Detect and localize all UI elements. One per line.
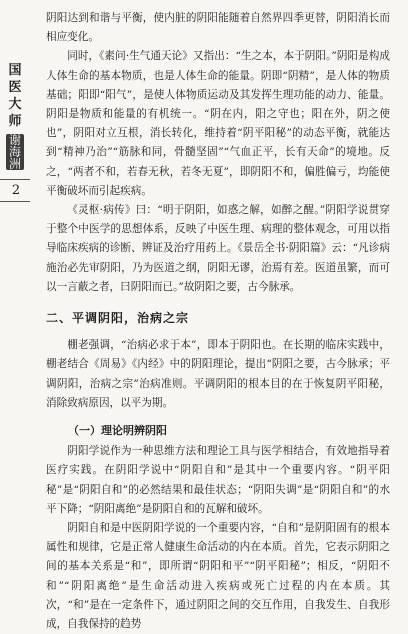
divider	[0, 179, 30, 180]
series-char: 大	[8, 97, 22, 112]
series-char: 师	[8, 114, 22, 129]
paragraph: 《灵枢·病传》曰：“明于阴阳，如惑之解，如醉之醒。”阴阳学说贯穿于整个中医学的思想体系，反映了中医生理、病理的整体观念，可用以指导临床疾病的诊断、辨证及治疗用药上。《景岳全书·阴阳篇》云：“凡诊病施治必先审阴阳，乃为医道之纲，阴阳无谬，治焉有差。医道虽繁，而可以一言蔽之者，曰阴阳而已。”故阴阳之要，古今脉承。	[46, 204, 390, 293]
page-content	[46, 9, 390, 634]
paragraph: 阴阳达到和谐与平衡，使内脏的阴阳能随着自然界四季更替，阴阳消长而相应变化。	[46, 12, 390, 44]
tag-char: 洲	[8, 157, 21, 171]
paragraph: 阴阳学说作为一种思维方法和理论工具与医学相结合，有效地指导着医疗实践。在阴阳学说中“阴阳自和”是其中一个重要内容。“阴平阳秘”是“阴阳自和”的必然结果和最佳状态；“阴阳失调”是“阴阳自和”的水平下降；“阴阳离绝”是阴阳自和的瓦解和破坏。	[46, 445, 390, 515]
paragraph: 棚老强调，“治病必求于本”，即本于阴阳也。在长期的临床实践中，棚老结合《周易》《内经》中的阴阳理论，提出“阴阳之要，古今脉承；平调阴阳，治病之宗”治病准则。平调阴阳的根本目的在于恢复阴平阳秘，消除致病原因，以平为期。	[46, 339, 390, 409]
subsection-heading: （一）理论明辨阴阳	[68, 424, 167, 438]
paragraph: 同时，《素问·生气通天论》又指出：“生之本，本于阴阳。”阴阳是构成人体生命的基本物质，也是人体生命的能量。阴即“阴精”，是人体的物质基础；阳即“阳气”，是使人体物质运动及其发挥生理功能的动力、能量。阴阳是物质和能量的有机统一。“阴在内，阳之守也；阳在外，阴之使也”，阴阳对立互根，消长转化，维持着“阴平阳秘”的动态平衡，就能达到“精神乃治”“筋脉和同，骨髓坚固”“气血正平，长有天命”的境地。反之，“两者不和，若春无秋，若冬无夏”，即阴阳不和，偏胜偏亏，均能使平衡破坏而引起疾病。	[46, 50, 390, 197]
series-char: 医	[8, 80, 22, 95]
series-title	[7, 62, 23, 130]
tag-char: 海	[8, 145, 21, 159]
paragraph: 阴阳自和是中医阴阳学说的一个重要内容，“自和”是阴阳固有的根本属性和规律，它是正常人健康生命活动的内在本质。首先，它表示阴阳之间的基本关系是“和”，即所谓“阴阳和平”“阴平阳秘”；相反，“阴阳不和”“阴阳离绝”是生命活动进入疾病或死亡过程的内在本质。其次，“和”是在一定条件下，通过阴阳之间的交互作用，自我发生、自我形成，自我保持的趋势	[46, 522, 390, 631]
series-char: 国	[8, 63, 22, 78]
tag-char: 谢	[8, 133, 21, 147]
page-number: 2	[11, 183, 21, 198]
section-heading: 二、平调阴阳，治病之宗	[46, 311, 190, 326]
sidebar	[0, 0, 30, 600]
author-tag	[6, 134, 24, 170]
divider	[0, 201, 30, 202]
